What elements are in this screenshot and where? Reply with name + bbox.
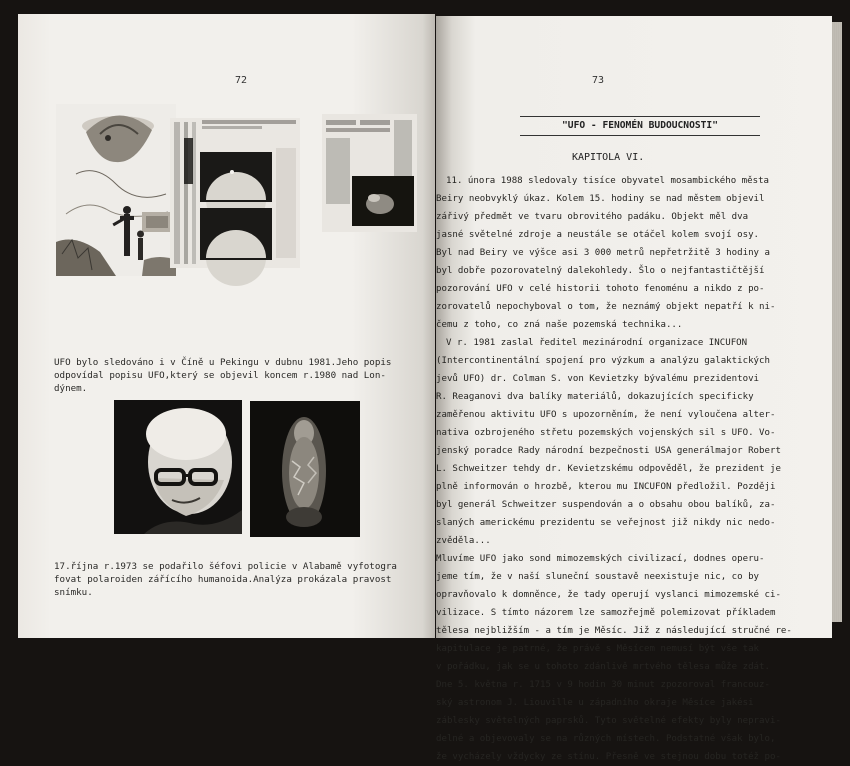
text-line: vilizace. S tímto názorem lze samozřejmě polemizovat příkladem (436, 608, 776, 618)
text-line: že vycházely vždycky ze stínu. Přesně ve stejnou dobu totéž po- (436, 752, 781, 762)
left-page (18, 14, 435, 638)
text-line: tělesa nejbližším - a tím je Měsíc. Již z následující stručné re- (436, 626, 792, 636)
sketch-illustration (56, 104, 176, 276)
text-line: Dne 5. května r. 1715 v 9 hodin 30 minut zpozoroval francouz- (436, 680, 770, 690)
text-line: opravňovalo k domněnce, že tady operují vyslanci mimozemské ci- (436, 590, 781, 600)
text-line: čemu z toho, co zná naše pozemská technika... (436, 320, 683, 330)
text-line: R. Reaganovi dva balíky materiálů, dokazujících specificky (436, 392, 754, 402)
text-line: jenský poradce Rady národní bezpečnosti USA generálmajor Robert (436, 446, 781, 456)
text-line: delné a objevovaly se na různých místech. Podstatné však bylo, (436, 734, 776, 744)
portrait-photo (114, 400, 242, 534)
text-line: ský astronom J. Liouville u západního okraje Měsíce jakési (436, 698, 754, 708)
text-line: pozorování UFO v celé historii tohoto fenoménu a nikdo z po- (436, 284, 765, 294)
page-stack-edge (832, 22, 842, 622)
text-line: záblesky světelných paprsků. Tyto světelné efekty byly nepravi- (436, 716, 781, 726)
chapter-heading: KAPITOLA VI. (572, 152, 645, 163)
text-line: jeme tím, že v naší sluneční soustavě neexistuje nic, co by (436, 572, 760, 582)
text-line: zářivý předmět ve tvaru obrovitého padáku. Objekt měl dva (436, 212, 749, 222)
humanoid-photo (250, 401, 360, 537)
page-number-right: 73 (592, 75, 605, 86)
text-line: zaměřenou aktivitu UFO s upozorněním, že není vyloučena alter- (436, 410, 776, 420)
text-line: jasné světelné zdroje a neustále se otáčel kolem svojí osy. (436, 230, 760, 240)
text-line: 11. února 1988 sledovaly tisíce obyvatel mosambického města (446, 176, 770, 186)
text-line: zvěděla... (436, 536, 491, 546)
text-line: nativa ozbrojeného střetu pozemských vojenských sil s UFO. Vo- (436, 428, 776, 438)
chapter-title: "UFO - FENOMÉN BUDOUCNOSTI" (520, 116, 760, 136)
newspaper-clipping-photo (170, 118, 300, 268)
text-line: V r. 1981 zaslal ředitel mezinárodní organizace INCUFON (446, 338, 748, 348)
text-line: Byl nad Beiry ve výšce asi 3 000 metrů nepřetržitě 3 hodiny a (436, 248, 770, 258)
newspaper-clipping-photo-2 (322, 114, 417, 232)
text-line: Beiry neobvyklý úkaz. Kolem 15. hodiny se nad městem objevil (436, 194, 765, 204)
text-line: L. Schweitzer tehdy dr. Kevietzskému odpověděl, že prezident je (436, 464, 781, 474)
text-line: plně informován o hrozbě, kterou mu INCUFON předložil. Později (436, 482, 776, 492)
text-line: jevů UFO) dr. Colman S. von Kevietzky bývalému prezidentovi (436, 374, 760, 384)
text-line: byl dobře pozorovatelný dalekohledy. Šlo o nejfantastičtější (436, 266, 765, 276)
page-number-left: 72 (235, 75, 248, 86)
text-line: kapitulace je patrné, že právě s Měsícem nemusí být vše tak (436, 644, 760, 654)
photo-caption-alabama: 17.října r.1973 se podařilo šéfovi policie v Alabamě vyfotogra fovat polaroiden zářícího humanoida.Analýza prokázala pravost snímku. (54, 561, 397, 599)
text-line: (Intercontinentální spojení pro výzkum a analýzu galaktických (436, 356, 770, 366)
text-line: Mluvíme UFO jako sond mimozemských civilizací, dodnes operu- (436, 554, 765, 564)
text-line: v pořádku, jak se u tohoto zdánlivě mrtvého tělesa může zdát. (436, 662, 770, 672)
right-page (436, 16, 832, 762)
text-line: slaných americkému prezidentu se veřejnost již nikdy nic nedo- (436, 518, 776, 528)
text-line: zorovatelů nepochyboval o tom, že neznámý objekt nepatří k ni- (436, 302, 776, 312)
text-line: byl generál Schweitzer suspendován a o obsahu obou balíků, za- (436, 500, 776, 510)
photo-caption-china: UFO bylo sledováno i v Číně u Pekingu v dubnu 1981.Jeho popis odpovídal popisu UFO,který se objevil koncem r.1980 nad Lon- dýnem. (54, 357, 392, 395)
